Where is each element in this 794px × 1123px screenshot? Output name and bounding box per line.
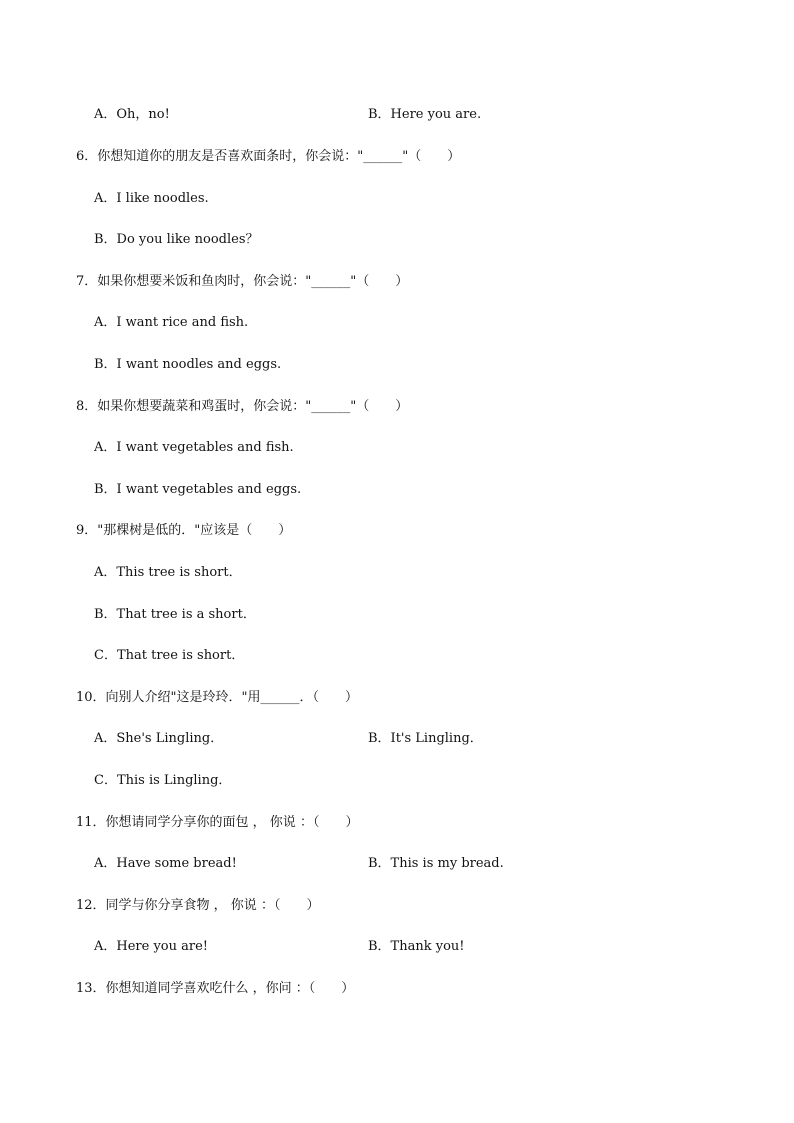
question-6 [76, 149, 460, 165]
question-text: 向别人介绍"这是玲玲．"用______．（ ） [105, 690, 359, 705]
question-11 [76, 815, 358, 831]
question-number: 8． [76, 399, 98, 414]
question-12 [76, 898, 319, 914]
question-text: 如果你想要蔬菜和鸡蛋时，你会说："______"（ ） [97, 399, 409, 414]
option-b: B．I want vegetables and eggs. [94, 482, 302, 497]
question-8 [76, 399, 408, 415]
option-c: C．That tree is short． [94, 648, 245, 663]
question-number: 6． [76, 149, 98, 164]
question-9 [76, 523, 291, 539]
question-text: 同学与你分享食物 ， 你说 ：（ ） [105, 898, 320, 913]
question-number: 10． [76, 690, 106, 705]
option-b: B．It's Lingling． [368, 731, 483, 746]
option-a: A．Oh，no! [94, 107, 170, 122]
question-number: 11． [76, 815, 106, 830]
option-b: B．Thank you! [368, 939, 465, 954]
question-number: 12． [76, 898, 106, 913]
option-a: A．I want rice and fish. [94, 315, 249, 330]
question-7 [76, 274, 408, 290]
question-10 [76, 690, 358, 706]
question-text: 你想请同学分享你的面包 ， 你说 ：（ ） [105, 815, 359, 830]
option-a: A．Here you are! [94, 939, 209, 954]
option-a: A．This tree is short． [94, 565, 242, 580]
option-b: B．This is my bread. [368, 856, 504, 871]
question-text: 你想知道你的朋友是否喜欢面条时，你会说："______"（ ） [97, 149, 461, 164]
question-13 [76, 981, 354, 997]
option-a: A．She's Lingling． [94, 731, 224, 746]
option-a: A．Have some bread! [94, 856, 237, 871]
option-a: A．I want vegetables and fish. [94, 440, 294, 455]
question-number: 13． [76, 981, 106, 996]
question-text: 你想知道同学喜欢吃什么 ，你问 ：（ ） [105, 981, 355, 996]
option-c: C．This is Lingling． [94, 773, 232, 788]
option-b: B．Do you like noodles？ [94, 232, 259, 247]
question-number: 7． [76, 274, 98, 289]
question-text: 如果你想要米饭和鱼肉时，你会说："______"（ ） [97, 274, 409, 289]
question-text: "那棵树是低的．"应该是（ ） [97, 523, 292, 538]
option-b: B．I want noodles and eggs. [94, 357, 282, 372]
option-b: B．Here you are. [368, 107, 482, 122]
option-b: B．That tree is a short． [94, 607, 256, 622]
question-number: 9． [76, 523, 98, 538]
option-a: A．I like noodles. [94, 191, 209, 206]
